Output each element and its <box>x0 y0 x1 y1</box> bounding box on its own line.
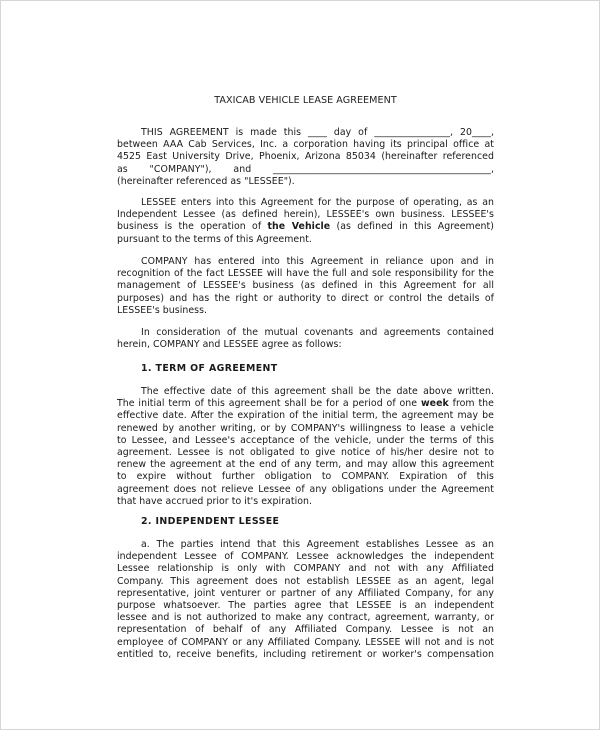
paragraph-line: to expire without further obligation to COMPANY. Expiration of this <box>117 471 494 483</box>
paragraph-line: The effective date of this agreement shall be the date above written. <box>141 386 494 397</box>
paragraph-line: purposes) and has the right or authority to direct or control the details of <box>117 292 494 304</box>
paragraph-line: purpose whatsoever. The parties agree that LESSEE is an independent <box>117 599 494 611</box>
paragraph-line: that have accrued prior to it's expiration. <box>117 495 313 507</box>
paragraph-line: between AAA Cab Services, Inc. a corporation having its principal office at <box>117 139 494 151</box>
paragraph-line: to Lessee, and Lessee's acceptance of the vehicle, under the terms of this <box>117 434 494 446</box>
term-paragraph <box>117 386 494 508</box>
paragraph-line: independent Lessee of COMPANY. Lessee acknowledges the independent <box>117 551 494 563</box>
paragraph-line: Company. This agreement does not establish LESSEE as an agent, legal <box>117 575 494 587</box>
text-run: (as defined in this Agreement) <box>330 221 494 233</box>
paragraph-line: representation of behalf of any Affiliated Company. Lessee is not an <box>117 624 494 636</box>
vehicle-term-bold: the Vehicle <box>267 221 331 233</box>
paragraph-line: pursuant to the terms of this Agreement. <box>117 233 312 245</box>
section-heading-independent-lessee: 2. INDEPENDENT LESSEE <box>141 516 280 527</box>
paragraph-line: renew the agreement at the end of any term, and may allow this agreement <box>117 459 494 471</box>
week-term-bold: week <box>420 398 449 410</box>
paragraph-line: effective date. After the expiration of the initial term, the agreement may be <box>117 410 494 422</box>
paragraph-line: In consideration of the mutual covenants and agreements contained <box>141 327 494 338</box>
paragraph-line: agreement does not relieve Lessee of any obligations under the Agreement <box>117 483 494 495</box>
reliance-paragraph <box>117 256 494 317</box>
document-title: TAXICAB VEHICLE LEASE AGREEMENT <box>214 95 397 106</box>
paragraph-line: employee of COMPANY or any Affiliated Company. LESSEE will not and is not <box>117 636 494 648</box>
paragraph-line: representative, joint venturer or partner of any Affiliated Company, for any <box>117 587 494 599</box>
paragraph-line: management of LESSEE's business (as defined in this Agreement for all <box>117 280 494 292</box>
paragraph-line: LESSEE enters into this Agreement for the purpose of operating, as an <box>141 197 494 208</box>
independent-lessee-paragraph <box>117 539 494 661</box>
paragraph-line: (hereinafter referenced as "LESSEE"). <box>117 175 295 187</box>
intro-paragraph <box>117 127 494 188</box>
paragraph-line: Independent Lessee (as defined herein), LESSEE's own business. LESSEE's <box>117 209 494 221</box>
paragraph-line <box>117 221 494 233</box>
paragraph-line: Lessee relationship is only with COMPANY and not with any Affiliated <box>117 563 494 575</box>
text-run: The initial term of this agreement shall be for a period of one <box>117 398 421 410</box>
paragraph-line: lessee and is not authorized to make any contract, agreement, warranty, or <box>117 612 494 624</box>
section-heading-term: 1. TERM OF AGREEMENT <box>141 363 278 374</box>
text-run: from the <box>448 398 494 410</box>
text-run: business is the operation of <box>117 221 268 233</box>
paragraph-line: entitled to, receive benefits, including retirement or worker's compensation <box>117 648 494 660</box>
paragraph-line: agreement. Lessee is not obligated to give notice of his/her desire not to <box>117 446 494 458</box>
paragraph-line: 4525 East University Drive, Phoenix, Arizona 85034 (hereinafter referenced <box>117 151 494 163</box>
paragraph-line: a. The parties intend that this Agreement establishes Lessee as an <box>141 539 494 550</box>
paragraph-line: COMPANY has entered into this Agreement in reliance upon and in <box>141 256 494 267</box>
consideration-paragraph <box>117 327 494 351</box>
purpose-paragraph <box>117 197 494 246</box>
paragraph-line: LESSEE's business. <box>117 304 208 316</box>
paragraph-line: as "COMPANY"), and ______________________________________________, <box>117 163 494 175</box>
paragraph-line: THIS AGREEMENT is made this ____ day of ________________, 20____, <box>141 127 494 138</box>
paragraph-line: renewed by another writing, or by COMPANY's willingness to lease a vehicle <box>117 422 494 434</box>
paragraph-line: recognition of the fact LESSEE will have the full and sole responsibility for the <box>117 268 494 280</box>
paragraph-line <box>117 398 494 410</box>
paragraph-line: herein, COMPANY and LESSEE agree as follows: <box>117 339 342 351</box>
